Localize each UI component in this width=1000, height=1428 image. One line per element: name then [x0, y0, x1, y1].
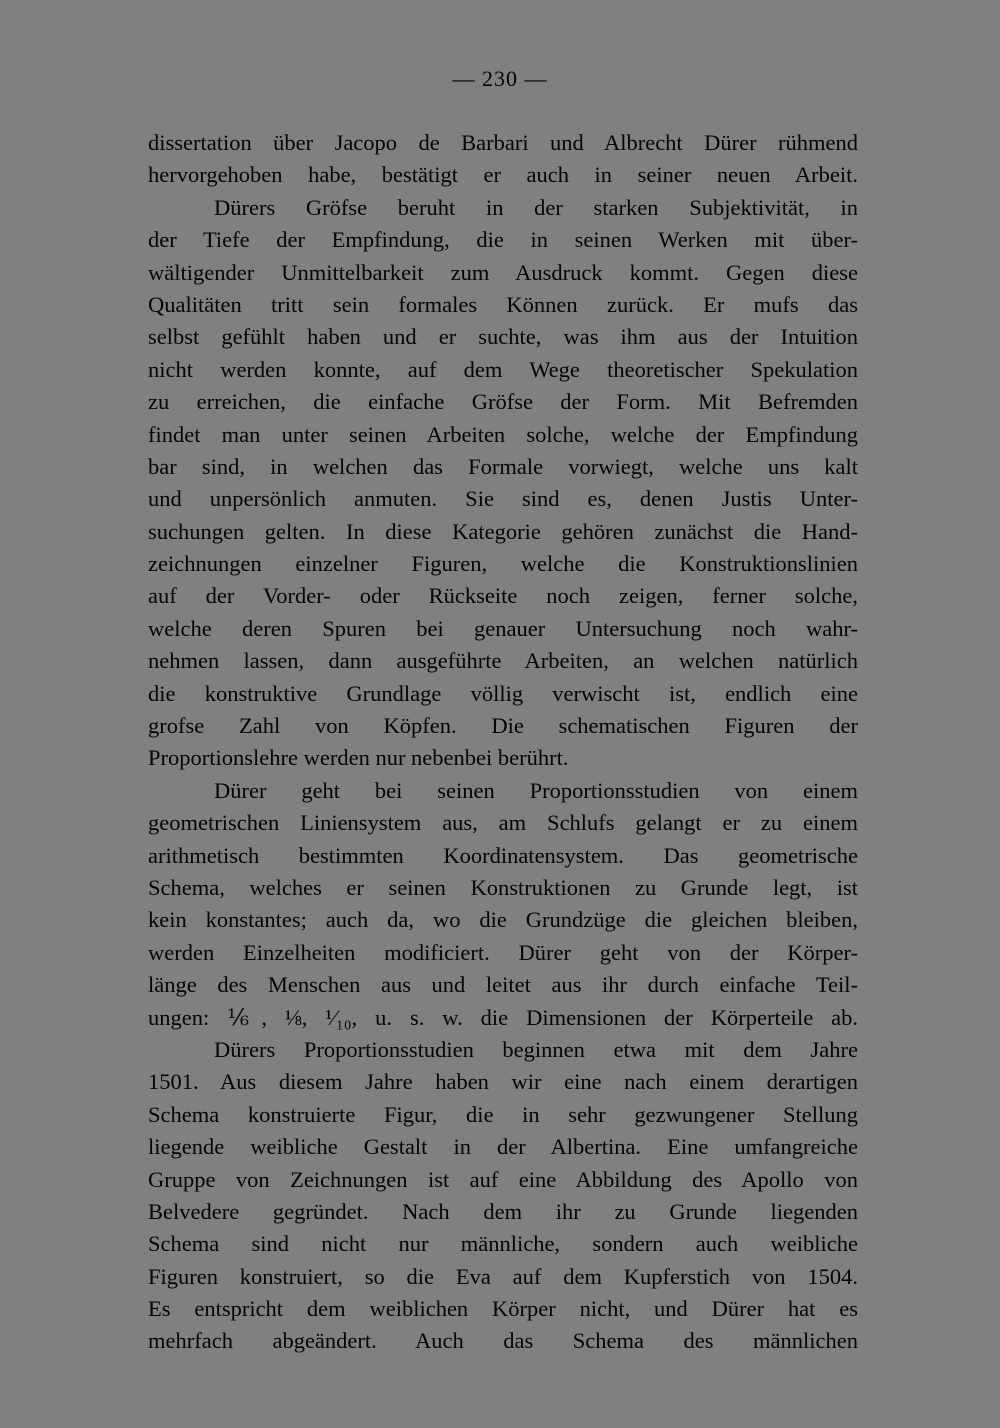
text-line: Figuren konstruiert, so die Eva auf dem Kupferstich von 1504. — [148, 1263, 858, 1289]
text-line: kein konstantes; auch da, wo die Grundzüge die gleichen bleiben, — [148, 907, 858, 933]
text-line: 1501. Aus diesem Jahre haben wir eine nach einem derartigen — [148, 1069, 858, 1095]
text-line: der Tiefe der Empfindung, die in seinen Werken mit über- — [148, 227, 858, 253]
text-line: Schema, welches er seinen Konstruktionen zu Grunde legt, ist — [148, 874, 858, 900]
text-line: zeichnungen einzelner Figuren, welche die Konstruktionslinien — [148, 551, 858, 577]
text-line: Dürer geht bei seinen Proportionsstudien von einem — [214, 777, 858, 803]
text-line: arithmetisch bestimmten Koordinatensystem. Das geometrische — [148, 842, 858, 868]
text-line: mehrfach abgeändert. Auch das Schema des männlichen — [148, 1328, 858, 1354]
text-line: länge des Menschen aus und leitet aus ihr durch einfache Teil- — [148, 972, 858, 998]
text-line: ungen: ⅙, ⅛, ¹⁄₁₀, u. s. w. die Dimensionen der Körperteile ab. — [148, 1004, 858, 1030]
text-line: bar sind, in welchen das Formale vorwiegt, welche uns kalt — [148, 453, 858, 479]
page-number: — 230 — — [452, 66, 548, 91]
text-line: liegende weibliche Gestalt in der Albertina. Eine umfangreiche — [148, 1134, 858, 1160]
text-line: dissertation über Jacopo de Barbari und Albrecht Dürer rühmend — [148, 130, 858, 155]
text-line: nicht werden konnte, auf dem Wege theoretischer Spekulation — [148, 356, 858, 382]
text-line: geometrischen Liniensystem aus, am Schlufs gelangt er zu einem — [148, 810, 858, 836]
text-line: Schema sind nicht nur männliche, sondern auch weibliche — [148, 1231, 858, 1257]
text-line: Schema konstruierte Figur, die in sehr gezwungener Stellung — [148, 1101, 858, 1127]
text-line: hervorgehoben habe, bestätigt er auch in seiner neuen Arbeit. — [148, 162, 858, 188]
text-line: selbst gefühlt haben und er suchte, was ihm aus der Intuition — [148, 324, 858, 350]
text-line: Qualitäten tritt sein formales Können zurück. Er mufs das — [148, 291, 858, 317]
text-line: findet man unter seinen Arbeiten solche, welche der Empfindung — [148, 421, 858, 447]
text-line: Es entspricht dem weiblichen Körper nicht, und Dürer hat es — [148, 1296, 858, 1322]
text-line: auf der Vorder- oder Rückseite noch zeigen, ferner solche, — [148, 583, 858, 609]
text-line: welche deren Spuren bei genauer Untersuchung noch wahr- — [148, 615, 858, 641]
text-line: suchungen gelten. In diese Kategorie gehören zunächst die Hand- — [148, 518, 858, 544]
text-line: Belvedere gegründet. Nach dem ihr zu Grunde liegenden — [148, 1198, 858, 1224]
text-line: grofse Zahl von Köpfen. Die schematischen Figuren der — [148, 713, 858, 739]
text-line: werden Einzelheiten modificiert. Dürer geht von der Körper- — [148, 939, 858, 965]
text-line: wältigender Unmittelbarkeit zum Ausdruck kommt. Gegen diese — [148, 259, 858, 285]
text-line: Dürers Gröfse beruht in der starken Subjektivität, in — [214, 194, 858, 220]
text-line: nehmen lassen, dann ausgeführte Arbeiten, an welchen natürlich — [148, 648, 858, 674]
text-line: und unpersönlich anmuten. Sie sind es, denen Justis Unter- — [148, 486, 858, 512]
text-line: Proportionslehre werden nur nebenbei berührt. — [148, 745, 569, 771]
text-line: Gruppe von Zeichnungen ist auf eine Abbildung des Apollo von — [148, 1166, 858, 1192]
text-line: zu erreichen, die einfache Gröfse der Form. Mit Befremden — [148, 389, 858, 415]
text-line: die konstruktive Grundlage völlig verwischt ist, endlich eine — [148, 680, 858, 706]
text-line: Dürers Proportionsstudien beginnen etwa mit dem Jahre — [214, 1036, 858, 1062]
body-text — [148, 127, 858, 1358]
